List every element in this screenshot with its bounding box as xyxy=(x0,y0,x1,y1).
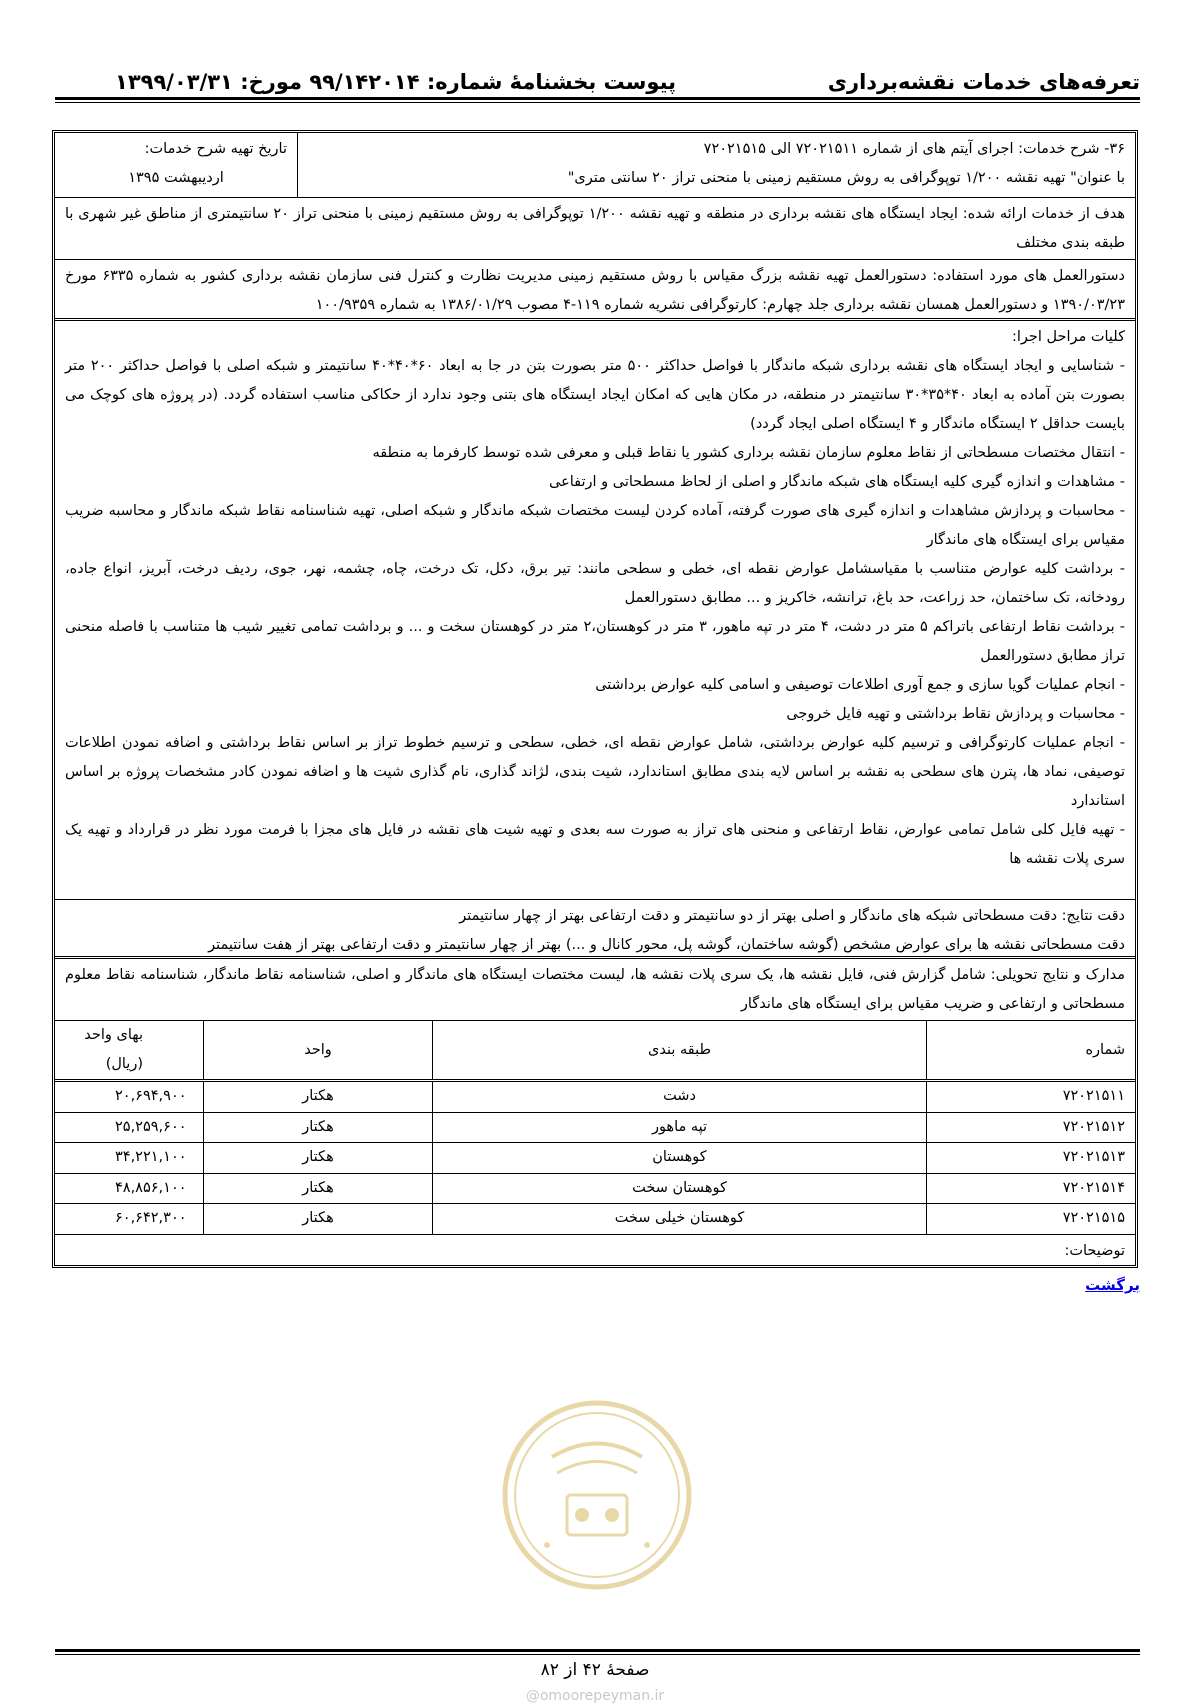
header-number: شماره xyxy=(927,1021,1136,1081)
standards-used: دستورالعمل های مورد استفاده: دستورالعمل تهیه نقشه بزرگ مقیاس با روش مستقیم زمینی مدیریت نظارت و کنترل فنی سازمان نقشه برداری کشور به شماره ۶۳۳۵ مورخ ۱۳۹۰/۰۳/۲۳ و دستورالعمل همسان نقشه برداری جلد چهارم: کارتوگرافی نشریه شماره ۱۱۹-۴ مصوب ۱۳۸۶/۰۱/۲۹ به شماره ۱۰۰/۹۳۵۹ xyxy=(55,260,1135,321)
service-line-2: با عنوان" تهیه نقشه ۱/۲۰۰ توپوگرافی به روش مستقیم زمینی با منحنی تراز ۲۰ سانتی متری" xyxy=(567,170,1125,186)
row-category: کوهستان xyxy=(433,1143,927,1174)
service-description xyxy=(298,133,1135,197)
table-row xyxy=(55,1081,1135,1113)
row-unit: هکتار xyxy=(204,1143,433,1174)
step-item: - محاسبات و پردازش مشاهدات و اندازه گیری های صورت گرفته، آماده کردن لیست مختصات شبکه ماندگار و شبکه اصلی، تهیه شناسنامه نقاط شبکه ماندگار و محاسبه ضریب مقیاس برای ایستگاه های ماندگار xyxy=(65,503,1125,548)
row-unit: هکتار xyxy=(204,1204,433,1235)
row-unit: هکتار xyxy=(204,1173,433,1204)
service-date-value: اردیبهشت ۱۳۹۵ xyxy=(128,170,224,186)
step-item: - برداشت نقاط ارتفاعی باتراکم ۵ متر در دشت، ۴ متر در تپه ماهور، ۳ متر در کوهستان،۲ متر در کوهستان سخت و ... و برداشت تمامی تغییر شیب ها متناسب با فاصله منحنی تراز مطابق دستورالعمل xyxy=(65,619,1125,664)
execution-steps xyxy=(55,321,1135,900)
notes-section xyxy=(55,1235,1135,1293)
row-number: ۷۲۰۲۱۵۱۳ xyxy=(927,1143,1136,1174)
step-item: - مشاهدات و اندازه گیری کلیه ایستگاه های شبکه ماندگار و اصلی از لحاظ مسطحاتی و ارتفاعی xyxy=(548,474,1125,490)
seal-script-stroke xyxy=(557,1462,637,1474)
row-number: ۷۲۰۲۱۵۱۱ xyxy=(927,1081,1136,1113)
step-item: - انجام عملیات گویا سازی و جمع آوری اطلاعات توصیفی و اسامی کلیه عوارض برداشتی xyxy=(595,677,1125,693)
step-item: - شناسایی و ایجاد ایستگاه های نقشه برداری شبکه ماندگار با فواصل حداکثر ۵۰۰ متر بصورت بتن در جا به ابعاد ۶۰*۴۰*۴۰ سانتیمتر و شبکه اصلی با فواصل حداکثر ۲۰۰ متر بصورت بتن آماده به ابعاد ۴۰*۳۵*۳۰ سانتیمتر در منطقه، در مکان هایی که امکان ایجاد ایستگاه های بتنی وجود ندارد از حکاکی مناسب استفاده گردد. (در پروژه های کوچک می بایست حداقل ۲ ایستگاه ماندگار و ۴ ایستگاه اصلی ایجاد گردد) xyxy=(65,358,1126,432)
service-sheet xyxy=(52,130,1138,1268)
circular-reference: پیوست بخشنامۀ شماره: ۹۹/۱۴۲۰۱۴ مورخ: ۱۳۹۹/۰۳/۳۱ xyxy=(115,70,677,94)
header-unit: واحد xyxy=(204,1021,433,1081)
service-date xyxy=(55,133,298,197)
row-category: تپه ماهور xyxy=(433,1112,927,1143)
row-price: ۲۰,۶۹۴,۹۰۰ xyxy=(55,1081,204,1113)
row-price: ۳۴,۲۲۱,۱۰۰ xyxy=(55,1143,204,1174)
page-number: صفحۀ ۴۲ از ۸۲ xyxy=(540,1660,650,1680)
page-header xyxy=(55,52,1140,94)
row-category: کوهستان سخت xyxy=(433,1173,927,1204)
table-row xyxy=(55,1173,1135,1204)
notes-label: توضیحات: xyxy=(1064,1242,1125,1259)
steps-title: کلیات مراحل اجرا: xyxy=(1011,329,1125,345)
header-price: بهای واحد (ریال) xyxy=(55,1021,204,1081)
service-goal: هدف از خدمات ارائه شده: ایجاد ایستگاه های نقشه برداری در منطقه و تهیه نقشه ۱/۲۰۰ توپوگرافی به روش مستقیم زمینی با منحنی تراز ۲۰ سانتیمتری از مناطق غیر شهری با طبقه بندی مختلف xyxy=(55,198,1135,260)
header-rule xyxy=(55,97,1140,100)
seal-emblem-dot xyxy=(575,1508,589,1522)
accuracy-line-1: دقت نتایج: دقت مسطحاتی شبکه های ماندگار و اصلی بهتر از دو سانتیمتر و دقت ارتفاعی بهتر از چهار سانتیمتر xyxy=(459,908,1125,924)
seal-watermark xyxy=(497,1395,697,1595)
table-row xyxy=(55,1204,1135,1235)
step-item: - انجام عملیات کارتوگرافی و ترسیم کلیه عوارض برداشتی، شامل عوارض نقطه ای، خطی، سطحی و ترسیم خطوط تراز بر اساس نقاط برداشتی و اضافه نمودن اطلاعات توصیفی، نماد ها، پترن های سطحی به نقشه بر اساس لایه بندی مطابق استاندارد، شیت بندی، لژاند گذاری، نام گذاری شیت ها و اضافه نمودن کادر مشخصات پروژه بر اساس استاندارد xyxy=(65,735,1125,809)
row-category: دشت xyxy=(433,1081,927,1113)
row-number: ۷۲۰۲۱۵۱۲ xyxy=(927,1112,1136,1143)
deliverables: مدارک و نتایج تحویلی: شامل گزارش فنی، فایل نقشه ها، یک سری پلات نقشه ها، لیست مختصات ایستگاه های ماندگار و اصلی، شناسنامه نقاط ماندگار، شناسنامه نقاط معلوم مسطحاتی و ارتفاعی و ضریب مقیاس برای ایستگاه های ماندگار xyxy=(55,959,1135,1021)
step-item: - برداشت کلیه عوارض متناسب با مقیاسشامل عوارض نقطه ای، خطی و سطحی مانند: تیر برق، دکل، تک درخت، چاه، چشمه، نهر، جوی، ردیف درخت، آبریز، انواع جاده، رودخانه، تک ساختمان، حد زراعت، حد باغ، ترانشه، خاکریز و ... مطابق دستورالعمل xyxy=(65,561,1125,606)
footer-rule xyxy=(55,1649,1140,1652)
row-price: ۴۸,۸۵۶,۱۰۰ xyxy=(55,1173,204,1204)
row-unit: هکتار xyxy=(204,1112,433,1143)
row-price: ۶۰,۶۴۲,۳۰۰ xyxy=(55,1204,204,1235)
table-row xyxy=(55,1143,1135,1174)
document-title: تعرفه‌های خدمات نقشه‌برداری xyxy=(827,70,1140,94)
step-item: - انتقال مختصات مسطحاتی از نقاط معلوم سازمان نقشه برداری کشور یا نقاط قبلی و معرفی شده توسط کارفرما به منطقه xyxy=(372,445,1125,461)
seal-script-stroke xyxy=(552,1444,642,1458)
service-line-1: ۳۶- شرح خدمات: اجرای آیتم های از شماره ۷۲۰۲۱۵۱۱ الی ۷۲۰۲۱۵۱۵ xyxy=(703,141,1125,157)
price-table xyxy=(55,1021,1135,1235)
seal-dot xyxy=(644,1542,650,1548)
site-watermark: @omoorepeyman.ir xyxy=(525,1688,665,1704)
seal-dot xyxy=(544,1542,550,1548)
service-date-label: تاریخ تهیه شرح خدمات: xyxy=(144,141,287,157)
table-row xyxy=(55,1112,1135,1143)
result-accuracy xyxy=(55,900,1135,959)
service-title-row xyxy=(55,133,1135,198)
table-header-row xyxy=(55,1021,1135,1081)
header-category: طبقه بندی xyxy=(433,1021,927,1081)
footer-rule-thin xyxy=(55,1654,1140,1655)
header-rule-thin xyxy=(55,102,1140,103)
step-item: - تهیه فایل کلی شامل تمامی عوارض، نقاط ارتفاعی و منحنی های تراز به صورت سه بعدی و تهیه شیت های نقشه در فایل های مجزا با فرمت مورد نظر در قرارداد و تهیه یک سری پلات نقشه ها xyxy=(65,822,1125,867)
row-price: ۲۵,۲۵۹,۶۰۰ xyxy=(55,1112,204,1143)
row-number: ۷۲۰۲۱۵۱۴ xyxy=(927,1173,1136,1204)
accuracy-line-2: دقت مسطحاتی نقشه ها برای عوارض مشخص (گوشه ساختمان، گوشه پل، محور کانال و ...) بهتر از چهار سانتیمتر و دقت ارتفاعی بهتر از هفت سانتیمتر xyxy=(208,937,1125,953)
row-unit: هکتار xyxy=(204,1081,433,1113)
seal-emblem-dot xyxy=(605,1508,619,1522)
row-number: ۷۲۰۲۱۵۱۵ xyxy=(927,1204,1136,1235)
back-link[interactable]: برگشت xyxy=(1085,1276,1140,1294)
step-item: - محاسبات و پردازش نقاط برداشتی و تهیه فایل خروجی xyxy=(786,706,1125,722)
row-category: کوهستان خیلی سخت xyxy=(433,1204,927,1235)
